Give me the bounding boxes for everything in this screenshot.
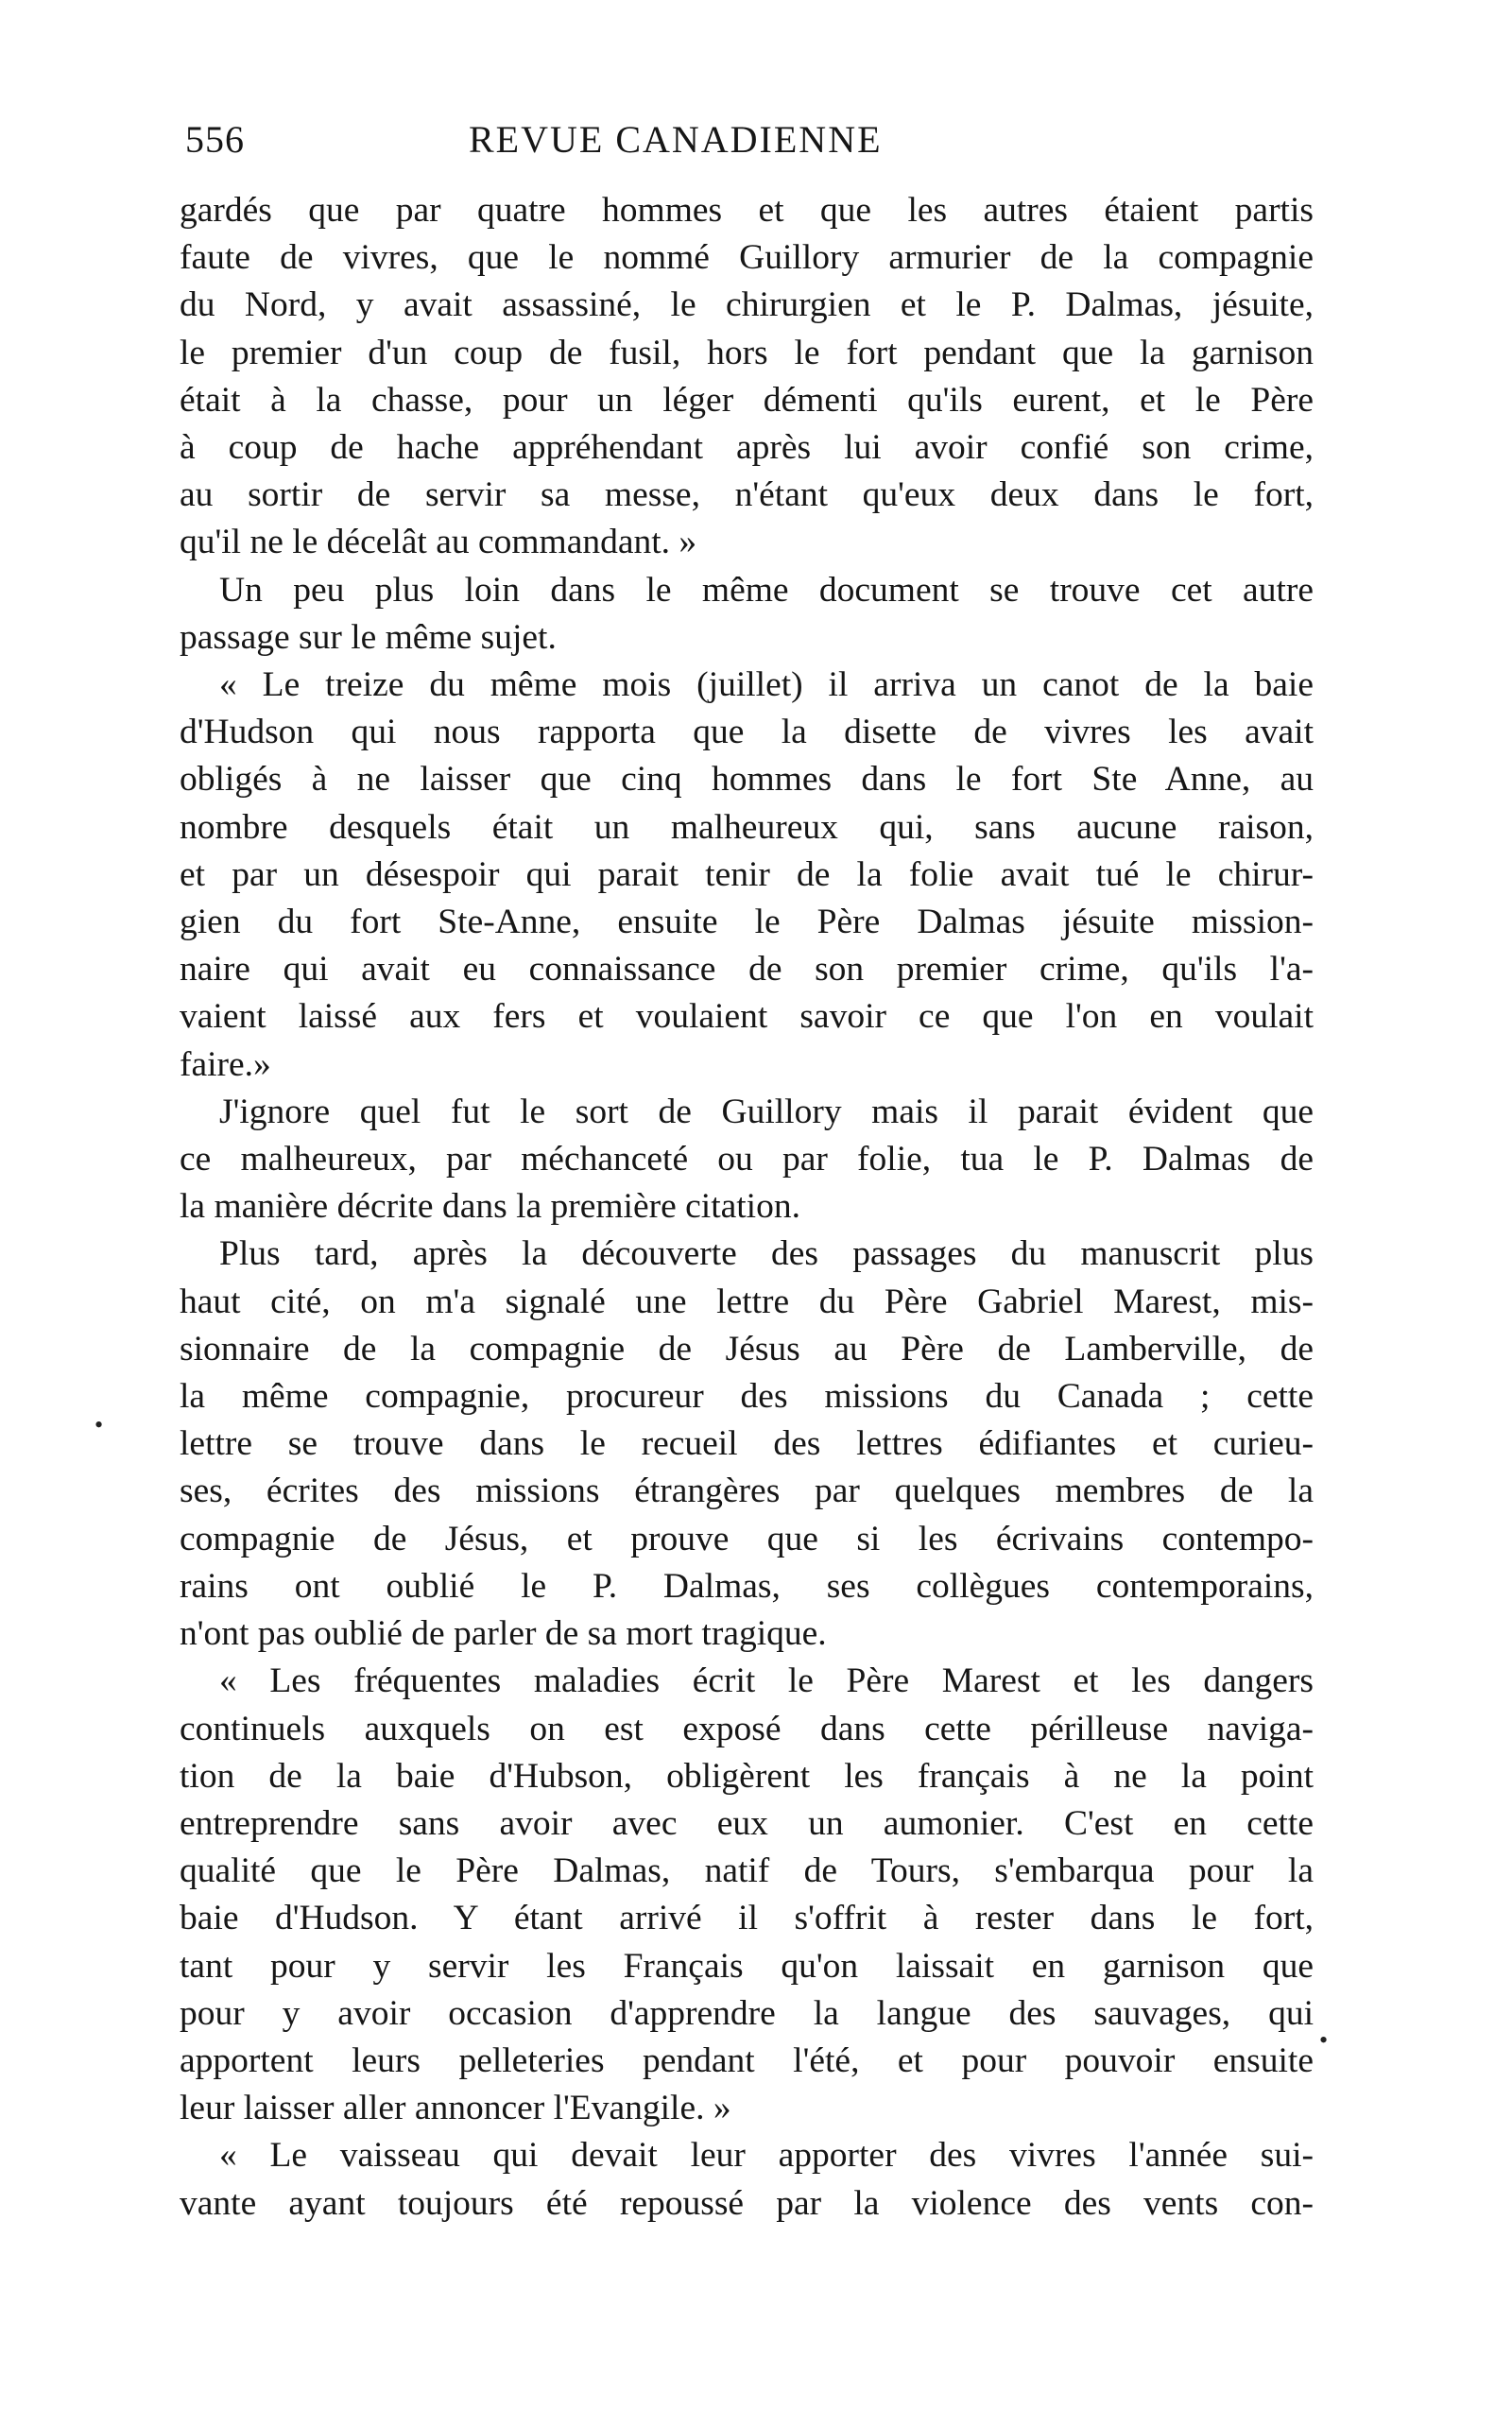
text-line: et par un désespoir qui parait tenir de la folie avait tué le chirur- [180, 854, 1314, 894]
text-line: du Nord, y avait assassiné, le chirurgien et le P. Dalmas, jésuite, [180, 285, 1314, 325]
text-line: « Le vaisseau qui devait leur apporter des vivres l'année sui- [219, 2136, 1314, 2176]
text-line: naire qui avait eu connaissance de son premier crime, qu'ils l'a- [180, 950, 1314, 990]
paragraph-5 [180, 1231, 1314, 1658]
text-line: le premier d'un coup de fusil, hors le fort pendant que la garnison [180, 333, 1314, 372]
text-line: haut cité, on m'a signalé une lettre du Père Gabriel Marest, mis- [180, 1282, 1314, 1321]
text-line: « Le treize du même mois (juillet) il arriva un canot de la baie [219, 665, 1314, 705]
ink-speck: • [94, 1411, 104, 1438]
text-line: ses, écrites des missions étrangères par quelques membres de la [180, 1472, 1314, 1511]
page-header [185, 112, 1310, 168]
ink-speck: • [1319, 2026, 1329, 2054]
text-line: tant pour y servir les Français qu'on laissait en garnison que [180, 1946, 1314, 1986]
text-line: sionnaire de la compagnie de Jésus au Père de Lamberville, de [180, 1329, 1314, 1369]
text-line: n'ont pas oublié de parler de sa mort tragique. [180, 1614, 827, 1654]
text-line: à coup de hache appréhendant après lui avoir confié son crime, [180, 428, 1314, 468]
text-line: pour y avoir occasion d'apprendre la langue des sauvages, qui [180, 1993, 1314, 2033]
text-line: passage sur le même sujet. [180, 617, 557, 657]
text-line: J'ignore quel fut le sort de Guillory mais il parait évident que [219, 1092, 1314, 1131]
paragraph-6 [180, 1658, 1314, 2132]
text-line: faire.» [180, 1044, 271, 1084]
text-line: la manière décrite dans la première citation. [180, 1187, 800, 1227]
text-line: qualité que le Père Dalmas, natif de Tours, s'embarqua pour la [180, 1851, 1314, 1891]
text-line: Un peu plus loin dans le même document se trouve cet autre [219, 570, 1314, 610]
body-text [180, 187, 1314, 2228]
text-line: ce malheureux, par méchanceté ou par folie, tua le P. Dalmas de [180, 1140, 1314, 1179]
text-line: Plus tard, après la découverte des passages du manuscrit plus [219, 1234, 1314, 1274]
text-line: leur laisser aller annoncer l'Evangile. » [180, 2089, 731, 2128]
text-line: compagnie de Jésus, et prouve que si les écrivains contempo- [180, 1519, 1314, 1558]
text-line: d'Hudson qui nous rapporta que la disette de vivres les avait [180, 713, 1314, 752]
text-line: obligés à ne laisser que cinq hommes dans le fort Ste Anne, au [180, 760, 1314, 800]
text-line: était à la chasse, pour un léger démenti qu'ils eurent, et le Père [180, 380, 1314, 420]
text-line: tion de la baie d'Hubson, obligèrent les français à ne la point [180, 1756, 1314, 1796]
text-line: vaient laissé aux fers et voulaient savoir ce que l'on en voulait [180, 997, 1314, 1037]
page-number: 556 [185, 118, 245, 161]
text-line: vante ayant toujours été repoussé par la violence des vents con- [180, 2183, 1314, 2223]
paragraph-2 [180, 567, 1314, 662]
text-line: qu'il ne le décelât au commandant. » [180, 523, 697, 562]
text-line: apportent leurs pelleteries pendant l'été, et pour pouvoir ensuite [180, 2040, 1314, 2080]
paragraph-1 [180, 187, 1314, 567]
text-line: la même compagnie, procureur des missions du Canada ; cette [180, 1377, 1314, 1417]
text-line: faute de vivres, que le nommé Guillory armurier de la compagnie [180, 238, 1314, 278]
text-line: lettre se trouve dans le recueil des lettres édifiantes et curieu- [180, 1424, 1314, 1464]
text-line: continuels auxquels on est exposé dans cette périlleuse naviga- [180, 1709, 1314, 1748]
text-line: gardés que par quatre hommes et que les autres étaient partis [180, 191, 1314, 230]
paragraph-3 [180, 662, 1314, 1089]
running-title: REVUE CANADIENNE [469, 118, 883, 161]
paragraph-4 [180, 1089, 1314, 1231]
text-line: nombre desquels était un malheureux qui, sans aucune raison, [180, 807, 1314, 847]
text-line: « Les fréquentes maladies écrit le Père Marest et les dangers [219, 1661, 1314, 1701]
text-line: au sortir de servir sa messe, n'étant qu'eux deux dans le fort, [180, 475, 1314, 515]
text-line: rains ont oublié le P. Dalmas, ses collègues contemporains, [180, 1566, 1314, 1606]
text-line: entreprendre sans avoir avec eux un aumonier. C'est en cette [180, 1803, 1314, 1843]
text-line: gien du fort Ste-Anne, ensuite le Père Dalmas jésuite mission- [180, 903, 1314, 942]
paragraph-7 [180, 2132, 1314, 2227]
text-line: baie d'Hudson. Y étant arrivé il s'offrit à rester dans le fort, [180, 1899, 1314, 1938]
